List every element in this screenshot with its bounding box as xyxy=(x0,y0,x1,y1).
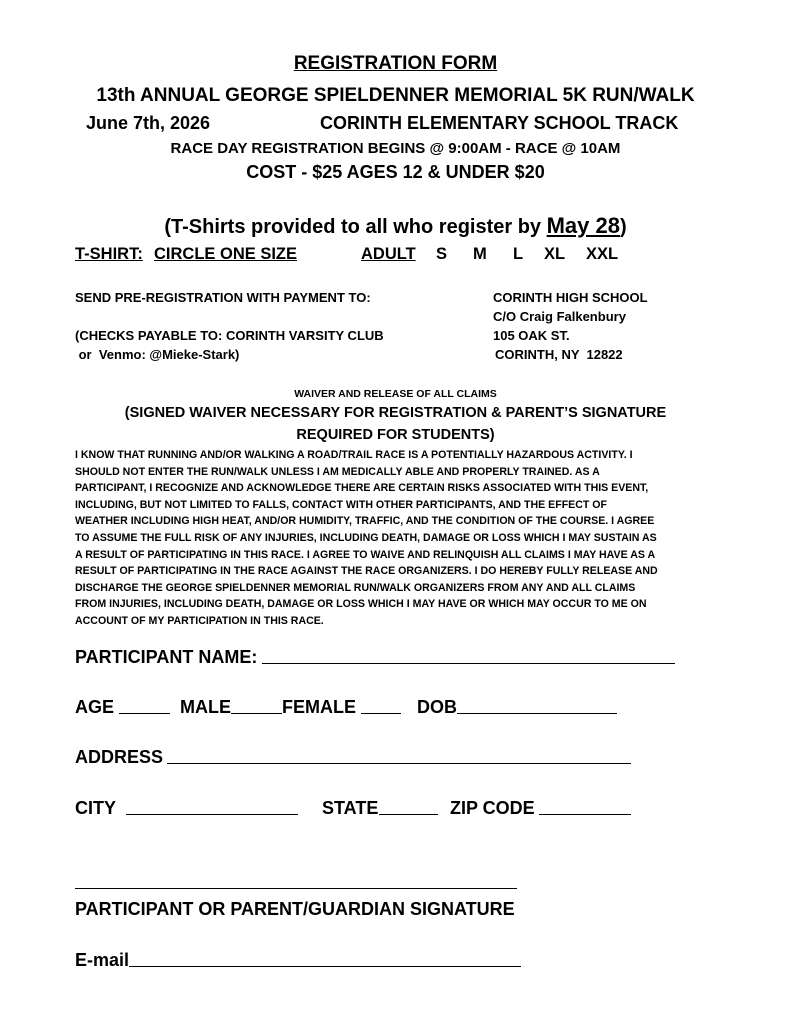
participant-name-field[interactable] xyxy=(262,663,675,664)
waiver-heading: WAIVER AND RELEASE OF ALL CLAIMS xyxy=(294,388,497,400)
age-field[interactable] xyxy=(119,713,170,714)
race-day-info: RACE DAY REGISTRATION BEGINS @ 9:00AM - RACE @ 10AM xyxy=(170,140,621,157)
address-label: ADDRESS xyxy=(75,747,164,767)
female-field[interactable] xyxy=(361,713,401,714)
event-location: CORINTH ELEMENTARY SCHOOL TRACK xyxy=(320,113,679,133)
female-label: FEMALE xyxy=(282,697,356,717)
event-date: June 7th, 2026 xyxy=(86,113,211,133)
city-label: CITY xyxy=(75,798,117,818)
tshirt-instruction: CIRCLE ONE SIZE xyxy=(154,245,298,263)
address-field[interactable] xyxy=(167,763,631,764)
state-label: STATE xyxy=(322,798,379,818)
email-field[interactable] xyxy=(129,966,521,967)
signature-label: PARTICIPANT OR PARENT/GUARDIAN SIGNATURE xyxy=(75,899,515,919)
size-option-xxl[interactable]: XXL xyxy=(586,245,619,263)
signature-field[interactable] xyxy=(75,888,517,889)
state-field[interactable] xyxy=(379,814,438,815)
size-option-xl[interactable]: XL xyxy=(544,245,566,263)
waiver-subheading: (SIGNED WAIVER NECESSARY FOR REGISTRATION & PARENT’S SIGNATURE xyxy=(124,405,667,421)
cost-info: COST - $25 AGES 12 & UNDER $20 xyxy=(246,162,545,182)
size-option-m[interactable]: M xyxy=(473,245,487,263)
participant-name-label: PARTICIPANT NAME: xyxy=(75,647,258,667)
mail-address-line: CORINTH, NY 12822 xyxy=(495,347,623,362)
send-to-label: SEND PRE-REGISTRATION WITH PAYMENT TO: xyxy=(75,290,371,305)
male-field[interactable] xyxy=(231,713,282,714)
tshirt-label: T-SHIRT: xyxy=(75,245,143,263)
waiver-subheading: REQUIRED FOR STUDENTS) xyxy=(296,427,495,443)
city-field[interactable] xyxy=(126,814,298,815)
checks-payable: (CHECKS PAYABLE TO: CORINTH VARSITY CLUB xyxy=(75,328,384,343)
waiver-text: I KNOW THAT RUNNING AND/OR WALKING A ROAD/TRAIL RACE IS A POTENTIALLY HAZARDOUS ACTIVITY. I SHOULD NOT ENTER THE RUN/WALK UNLESS I AM MEDICALLY ABLE AND PROPERLY TRAINED. AS A PARTICIPANT, I RECOGNIZE AND ACKNOWLEDGE THERE ARE CERTAIN RISKS ASSOCIATED WITH THIS EVENT, INCLUDING, BUT NOT LIMITED TO FALLS, CONTACT WITH OTHER PARTICIPANTS, AND THE EFFECT OF WEATHER INCLUDING HIGH HEAT, AND/OR HUMIDITY, TRAFFIC, AND THE CONDITION OF THE COURSE. I AGREE TO ASSUME THE FULL RISK OF ANY INJURIES, INCLUDING DEATH, DAMAGE OR LOSS WHICH I MAY SUSTAIN AS A RESULT OF PARTICIPATING IN THIS RACE. I AGREE TO WAIVE AND RELINQUISH ALL CLAIMS I MAY HAVE AS A RESULT OF PARTICIPATING IN THE RACE AGAINST THE RACE ORGANIZERS. I DO HEREBY FULLY RELEASE AND DISCHARGE THE GEORGE SPIELDENNER MEMORIAL RUN/WALK ORGANIZERS FROM ANY AND ALL CLAIMS FROM INJURIES, INCLUDING DEATH, DAMAGE OR LOSS WHICH I MAY HAVE OR WHICH MAY OCCUR TO ME ON ACCOUNT OF MY PARTICIPATION IN THIS RACE. xyxy=(75,449,658,627)
zip-field[interactable] xyxy=(539,814,631,815)
mail-address-line: 105 OAK ST. xyxy=(493,328,570,343)
zip-label: ZIP CODE xyxy=(450,798,535,818)
size-option-s[interactable]: S xyxy=(436,245,448,263)
tshirt-deadline: May 28 xyxy=(546,213,620,238)
form-title: REGISTRATION FORM xyxy=(293,53,498,74)
dob-label: DOB xyxy=(417,697,457,717)
email-label: E-mail xyxy=(75,950,130,970)
mail-address-line: CORINTH HIGH SCHOOL xyxy=(493,290,648,305)
size-option-l[interactable]: L xyxy=(513,245,524,263)
venmo-info: or Venmo: @Mieke-Stark) xyxy=(75,347,240,362)
age-label: AGE xyxy=(75,697,115,717)
mail-address-line: C/O Craig Falkenbury xyxy=(493,309,626,324)
tshirt-notice: (T-Shirts provided to all who register by May 28) xyxy=(164,213,627,238)
tshirt-adult-label: ADULT xyxy=(361,245,416,263)
male-label: MALE xyxy=(180,697,231,717)
dob-field[interactable] xyxy=(457,713,617,714)
event-title: 13th ANNUAL GEORGE SPIELDENNER MEMORIAL 5K RUN/WALK xyxy=(96,85,695,106)
